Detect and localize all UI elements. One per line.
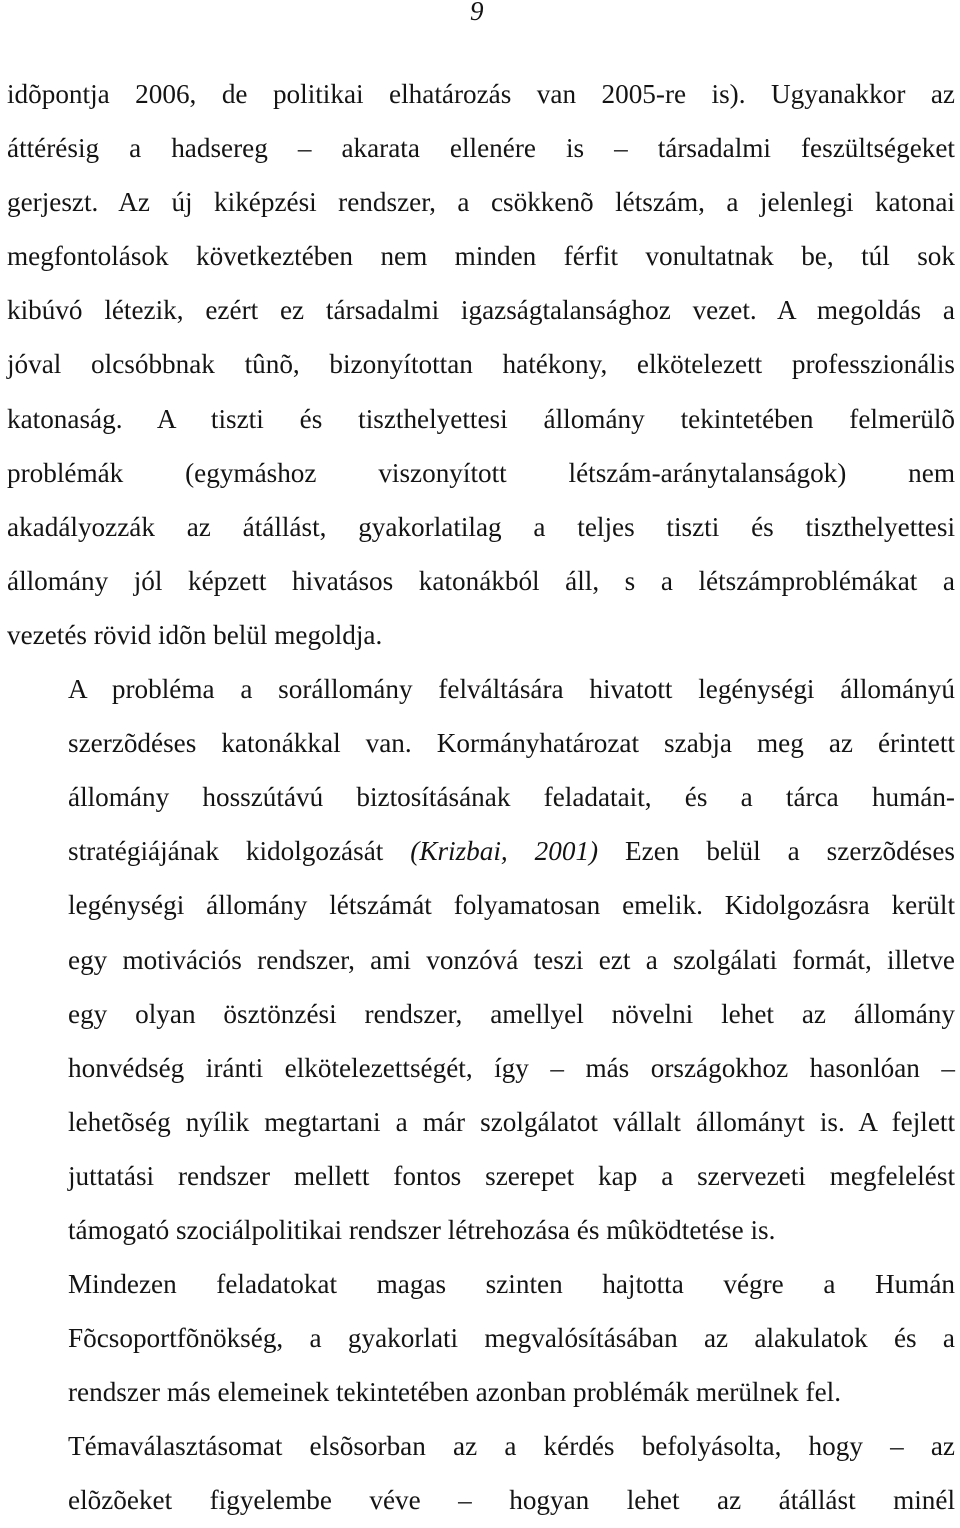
document-body	[7, 67, 955, 1528]
text-line: egy olyan ösztönzési rendszer, amellyel növelni lehet az állomány	[68, 998, 955, 1029]
text-line: honvédség iránti elkötelezettségét, így – más országokhoz hasonlóan –	[68, 1052, 955, 1083]
text-line: kibúvó létezik, ezért ez társadalmi igazságtalansághoz vezet. A megoldás a	[7, 295, 955, 326]
text-line: A probléma a sorállomány felváltására hivatott legénységi állományú	[68, 674, 955, 705]
text-line: lehetõség nyílik megtartani a már szolgálatot vállalt állományt is. A fejlett	[68, 1106, 955, 1137]
text-line: gerjeszt. Az új kiképzési rendszer, a csökkenõ létszám, a jelenlegi katonai	[7, 187, 955, 218]
text-line-with-citation	[7, 824, 955, 878]
text-line: elõzõeket figyelembe véve – hogyan lehet az átállást minél	[68, 1485, 955, 1516]
text-line: Témaválasztásomat elsõsorban az a kérdés befolyásolta, hogy – az	[68, 1431, 955, 1462]
text-line: juttatási rendszer mellett fontos szerepet kap a szervezeti megfelelést	[68, 1160, 955, 1191]
text-line: idõpontja 2006, de politikai elhatározás van 2005-re is). Ugyanakkor az	[7, 79, 955, 109]
text-line: legénységi állomány létszámát folyamatosan emelik. Kidolgozásra került	[68, 890, 955, 921]
text-line: állomány jól képzett hivatásos katonákból áll, s a létszámproblémákat a	[7, 565, 955, 596]
text-line: Fõcsoportfõnökség, a gyakorlati megvalósításában az alakulatok és a	[68, 1323, 955, 1354]
paragraph-2	[7, 662, 955, 1257]
text-line: akadályozzák az átállást, gyakorlatilag a teljes tiszti és tiszthelyettesi	[7, 511, 955, 542]
paragraph-3	[7, 1257, 955, 1419]
text-line: jóval olcsóbbnak tûnõ, bizonyítottan hatékony, elkötelezett professzionális	[7, 349, 955, 380]
text-line: Mindezen feladatokat magas szinten hajtotta végre a Humán	[68, 1269, 955, 1300]
text-line: katonaság. A tiszti és tiszthelyettesi állomány tekintetében felmerülõ	[7, 403, 955, 434]
text-line: szerzõdéses katonákkal van. Kormányhatározat szabja meg az érintett	[68, 728, 955, 759]
text-fragment: Ezen belül a szerzõdéses	[598, 836, 955, 867]
paragraph-4	[7, 1419, 955, 1527]
paragraph-1	[7, 67, 955, 662]
text-line: állomány hosszútávú biztosításának feladatait, és a tárca humán-	[68, 782, 955, 813]
text-line: problémák (egymáshoz viszonyított létszám-aránytalanságok) nem	[7, 457, 955, 488]
text-line: egy motivációs rendszer, ami vonzóvá teszi ezt a szolgálati formát, illetve	[68, 944, 955, 975]
page-number: 9	[470, 0, 484, 26]
text-line: vezetés rövid idõn belül megoldja.	[7, 619, 383, 650]
citation: (Krizbai, 2001)	[410, 836, 599, 867]
text-line: áttérésig a hadsereg – akarata ellenére is – társadalmi feszültségeket	[7, 133, 955, 164]
text-fragment: stratégiájának kidolgozását	[68, 836, 411, 867]
text-line: támogató szociálpolitikai rendszer létrehozása és mûködtetése is.	[68, 1214, 776, 1245]
text-line: rendszer más elemeinek tekintetében azonban problémák merülnek fel.	[68, 1377, 841, 1408]
text-line: megfontolások következtében nem minden férfit vonultatnak be, túl sok	[7, 241, 955, 272]
